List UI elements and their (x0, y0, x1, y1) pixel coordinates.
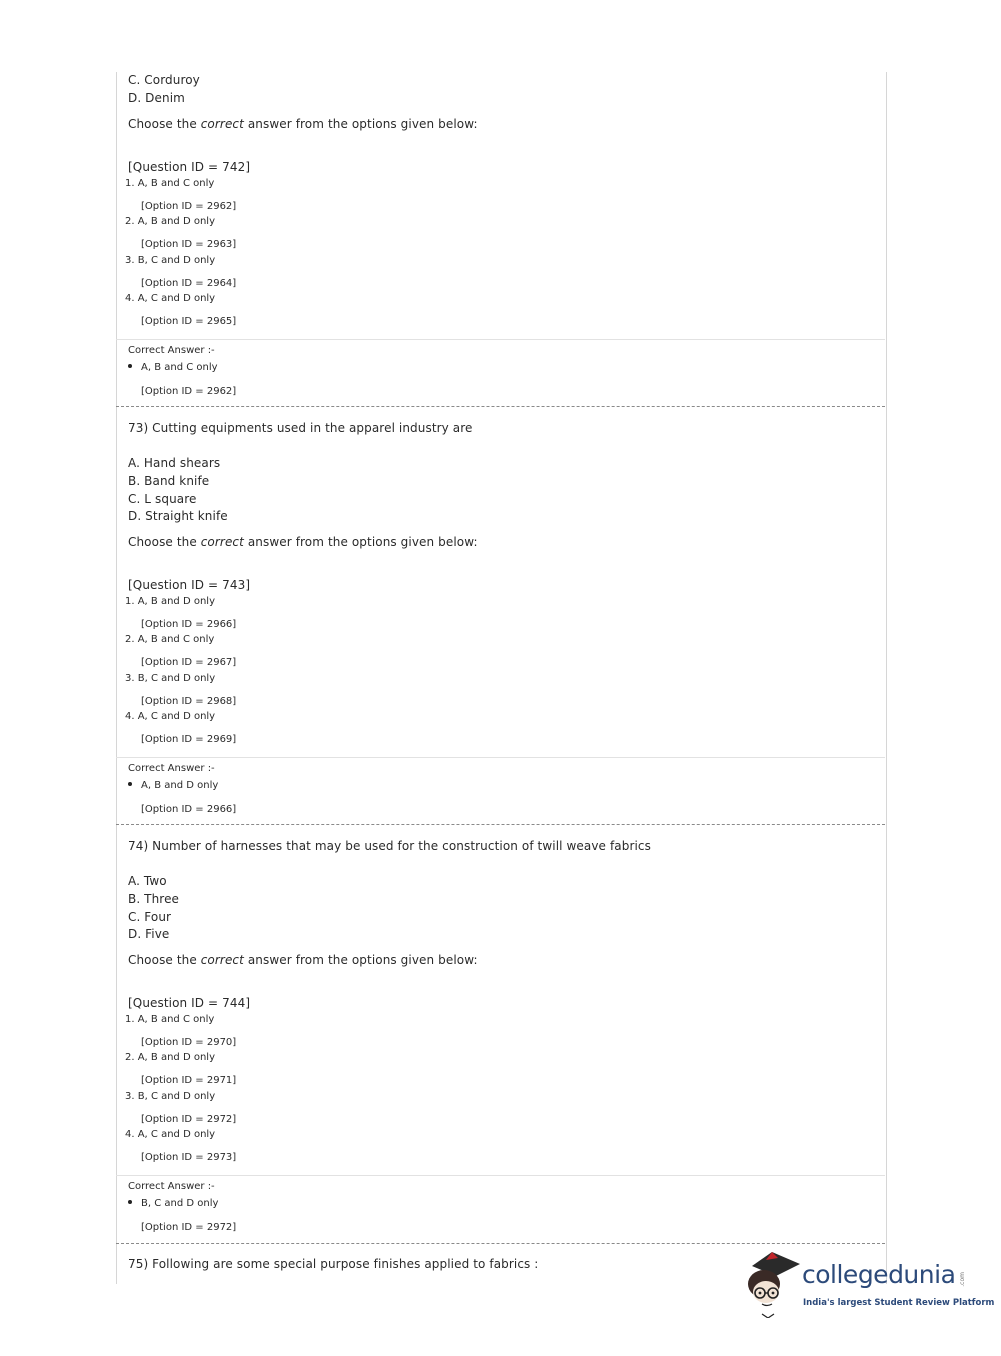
correct-answer: A, B and C only (128, 362, 218, 373)
option-id: [Option ID = 2968] (141, 696, 237, 707)
answer-option: 3. B, C and D only (125, 1091, 216, 1102)
option-d: D. Denim (128, 91, 185, 105)
question-id: [Question ID = 742] (128, 160, 251, 174)
answer-option: 1. A, B and C only (125, 178, 215, 189)
option-id: [Option ID = 2971] (141, 1075, 237, 1086)
divider (116, 757, 885, 758)
question-text: 74) Number of harnesses that may be used for the construction of twill weave fabrics (128, 839, 651, 853)
answer-option: 3. B, C and D only (125, 255, 216, 266)
option-id: [Option ID = 2965] (141, 316, 237, 327)
bullet-icon (128, 782, 132, 786)
correct-answer-label: Correct Answer :- (128, 763, 215, 774)
answer-option: 4. A, C and D only (125, 293, 216, 304)
brand-suffix: .com (959, 1272, 966, 1287)
answer-option: 2. A, B and C only (125, 634, 215, 645)
correct-option-id: [Option ID = 2962] (141, 386, 237, 397)
correct-option-id: [Option ID = 2966] (141, 804, 237, 815)
question-separator (116, 824, 885, 825)
divider (116, 1175, 885, 1176)
option-d: D. Five (128, 927, 170, 941)
option-c: C. L square (128, 492, 197, 506)
option-a: A. Two (128, 874, 167, 888)
option-b: B. Band knife (128, 474, 210, 488)
page-frame (116, 72, 887, 1284)
answer-option: 4. A, C and D only (125, 711, 216, 722)
choose-instruction: Choose the correct answer from the options given below: (128, 535, 478, 549)
correct-answer-label: Correct Answer :- (128, 1181, 215, 1192)
option-b: B. Three (128, 892, 180, 906)
choose-instruction: Choose the correct answer from the options given below: (128, 953, 478, 967)
option-id: [Option ID = 2963] (141, 239, 237, 250)
option-c: C. Four (128, 910, 172, 924)
answer-option: 4. A, C and D only (125, 1129, 216, 1140)
answer-option: 2. A, B and D only (125, 1052, 215, 1063)
option-id: [Option ID = 2966] (141, 619, 237, 630)
correct-option-id: [Option ID = 2972] (141, 1222, 237, 1233)
question-id: [Question ID = 743] (128, 578, 251, 592)
question-text: 73) Cutting equipments used in the apparel industry are (128, 421, 473, 435)
bullet-icon (128, 364, 132, 368)
answer-option: 3. B, C and D only (125, 673, 216, 684)
option-id: [Option ID = 2970] (141, 1037, 237, 1048)
question-separator (116, 1243, 885, 1244)
brand-tagline: India's largest Student Review Platform (803, 1298, 995, 1308)
option-id: [Option ID = 2964] (141, 278, 237, 289)
bullet-icon (128, 1200, 132, 1204)
option-id: [Option ID = 2962] (141, 201, 237, 212)
question-separator (116, 406, 885, 407)
option-id: [Option ID = 2967] (141, 657, 237, 668)
answer-option: 1. A, B and C only (125, 1014, 215, 1025)
correct-answer: B, C and D only (128, 1198, 218, 1209)
choose-instruction: Choose the correct answer from the options given below: (128, 117, 478, 131)
option-d: D. Straight knife (128, 509, 228, 523)
question-text: 75) Following are some special purpose finishes applied to fabrics : (128, 1257, 539, 1271)
option-c: C. Corduroy (128, 73, 200, 87)
answer-option: 2. A, B and D only (125, 216, 215, 227)
correct-answer-label: Correct Answer :- (128, 345, 215, 356)
divider (116, 339, 885, 340)
option-id: [Option ID = 2969] (141, 734, 237, 745)
correct-answer: A, B and D only (128, 780, 218, 791)
brand-name: collegedunia (802, 1260, 956, 1289)
option-a: A. Hand shears (128, 456, 221, 470)
option-id: [Option ID = 2973] (141, 1152, 237, 1163)
answer-option: 1. A, B and D only (125, 596, 215, 607)
option-id: [Option ID = 2972] (141, 1114, 237, 1125)
question-id: [Question ID = 744] (128, 996, 251, 1010)
